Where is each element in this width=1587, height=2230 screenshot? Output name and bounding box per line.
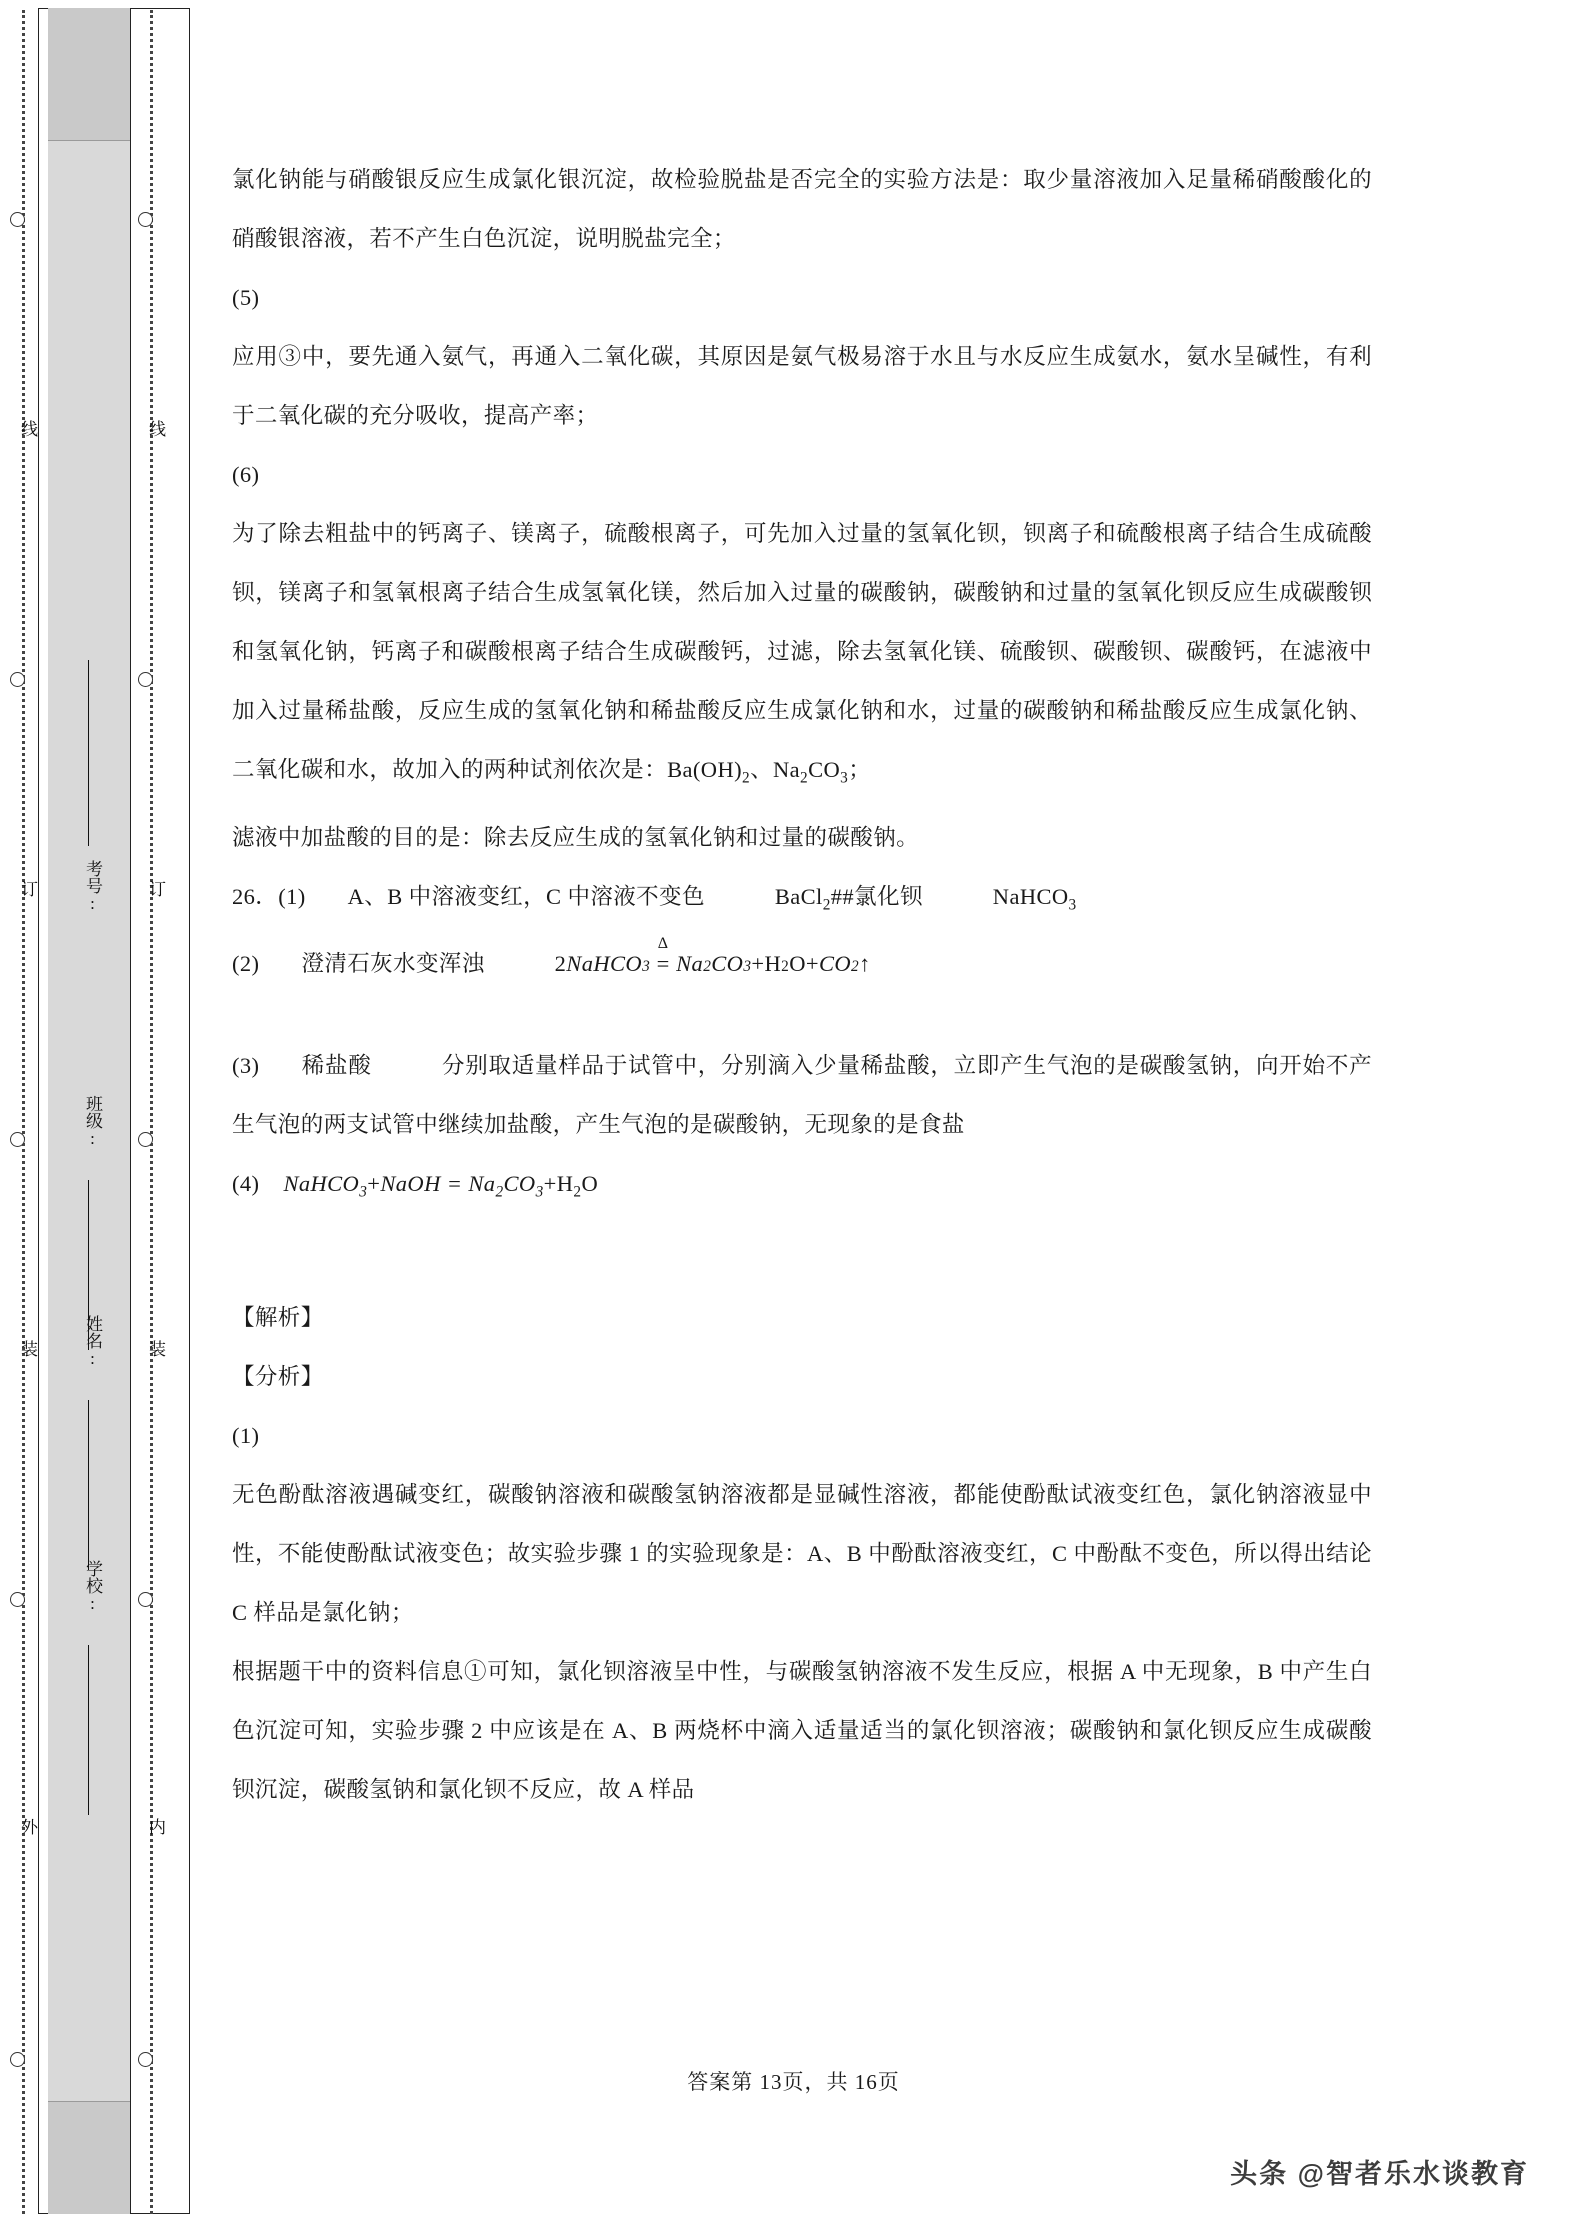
formula-na2co3-sub1: 2 (800, 769, 809, 787)
eq-gas-arrow: ↑ (859, 951, 871, 976)
fold-circle (10, 1132, 25, 1147)
label-binding-inner: 订 (146, 880, 165, 900)
q26-bacl2-alt: ##氯化钡 (830, 883, 923, 909)
label-seal-line-outer: 线 (18, 420, 37, 440)
q26-item3-answer: 稀盐酸 (301, 1053, 372, 1078)
eq4-reactant1: NaHCO (283, 1171, 360, 1196)
paragraph-salt-purification-text: 为了除去粗盐中的钙离子、镁离子，硫酸根离子，可先加入过量的氢氧化钡，钡离子和硫酸根离子结合生成硫酸钡，镁离子和氢氧根离子结合生成氢氧化镁，然后加入过量的碳酸钠，碳酸钠和过量的氢氧化钡反应生成碳酸钡和氢氧化钠，钙离子和碳酸根离子结合生成碳酸钙，过滤，除去氢氧化镁、硫酸钡、碳酸钡、碳酸钙，在滤液中加入过量稀盐酸，反应生成的氢氧化钠和稀盐酸反应生成氯化钠和水，过量的碳酸钠和稀盐酸反应生成氯化钠、二氧化碳和水，故加入的两种试剂依次是： (232, 521, 1372, 782)
q26-item1-answer1 (774, 883, 923, 913)
eq-co2: CO (818, 951, 851, 976)
fold-circle (138, 1132, 153, 1147)
eq4-product1: Na (468, 1171, 496, 1196)
item-label-6: (6) (232, 462, 260, 487)
eq-product1: Na (676, 951, 704, 976)
eq4-equals: = (446, 1171, 463, 1196)
fold-circle (138, 2052, 153, 2067)
formula-end-punct: ； (848, 757, 872, 782)
fold-circle (10, 1592, 25, 1607)
formula-baoh-sub: 2 (742, 769, 751, 787)
eq-product1-rest: CO (711, 951, 744, 976)
fold-circle (138, 212, 153, 227)
label-pack-outer: 装 (18, 1340, 37, 1360)
analysis-item-label: (1) (232, 1422, 260, 1448)
eq-plus-water: +H (751, 951, 782, 976)
eq-coefficient: 2 (554, 951, 567, 976)
q26-item4-equation (283, 1171, 599, 1201)
eq-co2-sub: 2 (851, 958, 860, 975)
paragraph-salt-purification (232, 504, 1372, 808)
page-footer: 答案第 13页，共 16页 (687, 2070, 900, 2094)
q26-item4-label: (4) (232, 1171, 260, 1196)
eq-reactant: NaHCO (566, 951, 643, 976)
eq-reactant-sub: 3 (642, 958, 651, 975)
q26-item1-label: (1) (278, 883, 306, 909)
analysis-paragraph-1: 无色酚酞溶液遇碱变红，碳酸钠溶液和碳酸氢钠溶液都是显碱性溶液，都能使酚酞试液变红色，氯化钠溶液显中性，不能使酚酞试液变色；故实验步骤 1 的实验现象是：A、B 中酚酞溶液变红，C 中酚酞不变色，所以得出结论 C 样品是氯化钠； (232, 1481, 1372, 1625)
question-26-item-2 (232, 934, 1372, 996)
eq4-water-rest: O (581, 1171, 599, 1196)
q26-nahco3: NaHCO (992, 883, 1069, 909)
q26-item2-equation (555, 934, 871, 996)
formula-na2co3-rest: CO (808, 757, 841, 782)
eq-product1-sub1: 2 (703, 958, 712, 975)
q26-item3-label: (3) (232, 1053, 260, 1078)
field-class-label: 班级: (83, 1095, 102, 1148)
field-school-label: 学校: (83, 1560, 102, 1613)
field-name-input[interactable] (88, 1400, 89, 1570)
paragraph-chloride-test: 氯化钠能与硝酸银反应生成氯化银沉淀，故检验脱盐是否完全的实验方法是：取少量溶液加入足量稀硝酸酸化的硝酸银溶液，若不产生白色沉淀，说明脱盐完全； (232, 167, 1372, 251)
eq4-plus: + (367, 1171, 381, 1196)
label-outside-mark: 外 (18, 1818, 37, 1838)
question-26-number: 26． (232, 883, 279, 909)
eq4-product1-sub2: 3 (535, 1183, 544, 1201)
q26-bacl2-sub: 2 (822, 896, 831, 913)
field-exam-number-input[interactable] (88, 660, 89, 846)
q26-item2-text: 澄清石灰水变浑浊 (301, 951, 485, 976)
fold-circle (10, 2052, 25, 2067)
eq4-reactant1-sub: 3 (359, 1183, 368, 1201)
field-exam-number-label: 考号: (83, 860, 102, 913)
eq4-product1-sub1: 2 (495, 1183, 504, 1201)
formula-na2co3-sub2: 3 (840, 769, 849, 787)
reagent-formula-barium-hydroxide (667, 757, 872, 787)
field-school-input[interactable] (88, 1645, 89, 1815)
label-pack-inner: 装 (146, 1340, 165, 1360)
q26-item3-text: 分别取适量样品于试管中，分别滴入少量稀盐酸，立即产生气泡的是碳酸氢钠，向开始不产生气泡的两支试管中继续加盐酸，产生气泡的是碳酸钠，无现象的是食盐 (232, 1053, 1372, 1137)
question-26-item-1 (232, 867, 1372, 935)
eq4-product1-rest: CO (503, 1171, 536, 1196)
q26-item1-text: A、B 中溶液变红，C 中溶液不变色 (347, 883, 705, 909)
q26-nahco3-sub: 3 (1068, 896, 1077, 913)
eq-water-rest: O (789, 951, 806, 976)
label-inside-mark: 内 (146, 1818, 165, 1838)
field-name-label: 姓名: (83, 1315, 102, 1368)
watermark-label: 头条 @智者乐水谈教育 (1230, 2159, 1529, 2189)
fold-circle (138, 672, 153, 687)
fold-circle (10, 672, 25, 687)
eq-product1-sub2: 3 (743, 958, 752, 975)
fold-dotted-line-inner (150, 10, 153, 2214)
analysis-paragraph-2: 根据题干中的资料信息①可知，氯化钡溶液呈中性，与碳酸氢钠溶液不发生反应，根据 A 中无现象，B 中产生白色沉淀可知，实验步骤 2 中应该是在 A、B 两烧杯中滴入适量适当的氯化钡溶液；碳酸钠和氯化钡反应生成碳酸钡沉淀，碳酸氢钠和氯化钡不反应，故 A 样品 (232, 1658, 1372, 1802)
paragraph-ammonia-first: 应用③中，要先通入氨气，再通入二氧化碳，其原因是氨气极易溶于水且与水反应生成氨水，氨水呈碱性，有利于二氧化碳的充分吸收，提高产率； (232, 344, 1372, 428)
question-26-item-3 (232, 1036, 1372, 1154)
question-26-item-4 (232, 1154, 1372, 1222)
q26-item2-label: (2) (232, 951, 260, 976)
answer-body (232, 150, 1372, 1819)
fold-circle (138, 1592, 153, 1607)
fold-circle (10, 212, 25, 227)
fold-dotted-line-outer (22, 10, 25, 2214)
formula-separator: 、Na (750, 757, 800, 782)
label-binding-outer: 订 (18, 880, 37, 900)
q26-bacl2: BaCl (774, 883, 823, 909)
eq4-plus-water: +H (543, 1171, 574, 1196)
label-seal-line-inner: 线 (146, 420, 165, 440)
eq4-reactant2: NaOH (380, 1171, 441, 1196)
paragraph-filtrate-hcl: 滤液中加盐酸的目的是：除去反应生成的氢氧化钠和过量的碳酸钠。 (232, 824, 920, 850)
eq4-water-sub: 2 (573, 1183, 582, 1201)
item-label-5: (5) (232, 285, 260, 310)
q26-item1-answer2 (992, 883, 1077, 913)
eq-plus-co2: + (805, 951, 819, 976)
analysis-subheading: 【分析】 (232, 1363, 324, 1389)
eq-water-sub: 2 (781, 958, 790, 975)
formula-baoh: Ba(OH) (667, 757, 742, 782)
analysis-heading: 【解析】 (232, 1304, 324, 1330)
answer-sheet-frame-inner-right (130, 8, 190, 2214)
eq-delta-symbol: Δ (657, 935, 669, 952)
eq-equals: = (656, 951, 670, 976)
